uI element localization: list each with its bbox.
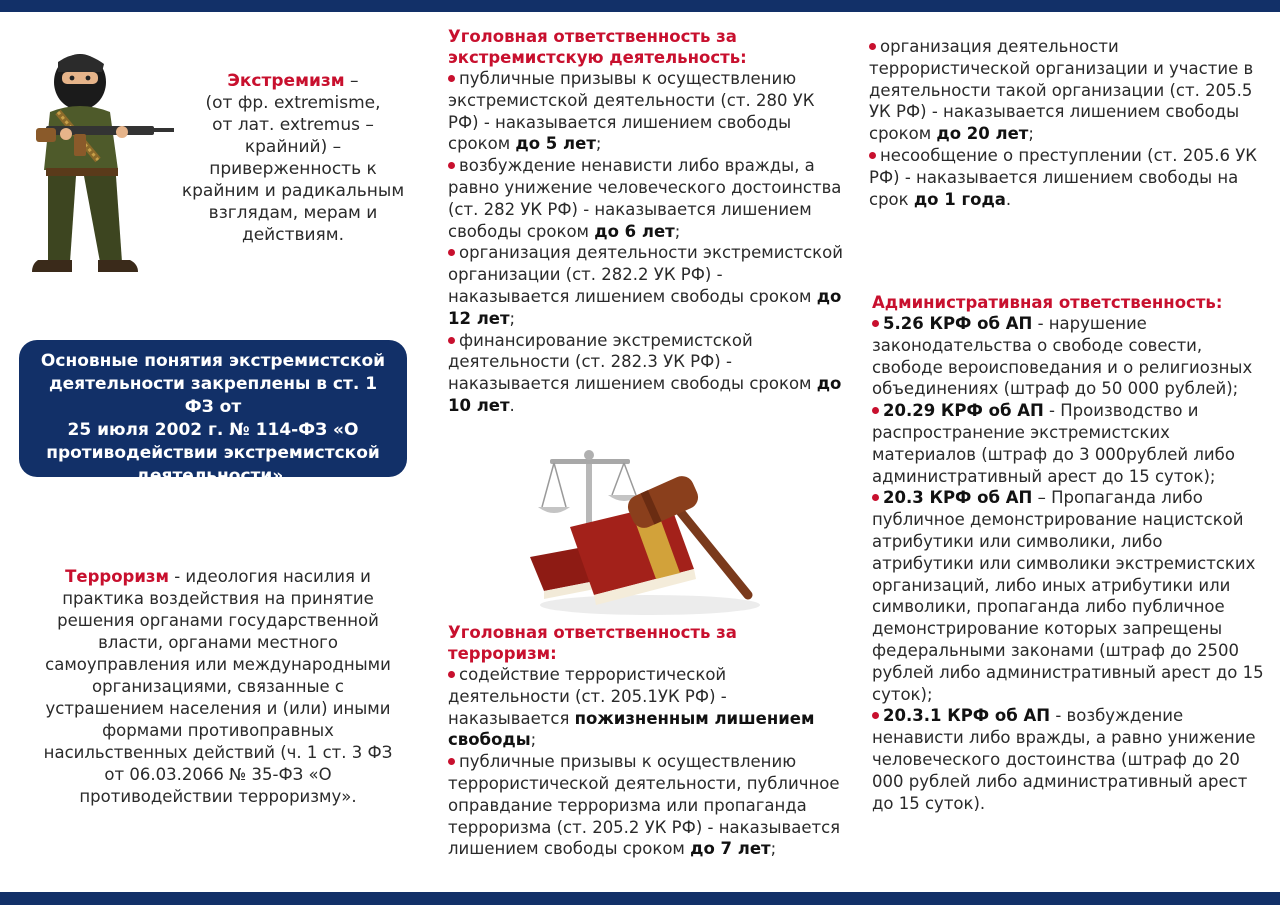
list-item [869, 36, 1269, 145]
terrorism-line: организациями, связанные с [92, 677, 344, 696]
terrorism-line: практика воздействия на принятие [62, 589, 374, 608]
terrorism-line: формами противоправных [102, 721, 334, 740]
item-end: ; [674, 221, 681, 241]
terrorism-line: насильственных действий (ч. 1 ст. 3 ФЗ [43, 743, 393, 762]
criminal-extremism-section [448, 26, 848, 417]
item-text: финансирование экстремистской деятельности (ст. 282.3 УК РФ) - наказывается лишением свободы сроком [448, 330, 817, 394]
item-penalty: до 7 лет [690, 839, 771, 859]
item-code: 20.3.1 КРФ об АП [883, 706, 1051, 726]
item-text: публичные призывы к осуществлению экстремистской деятельности (ст. 280 УК РФ) - наказывается лишением свободы сроком [448, 69, 815, 154]
bullet-icon [448, 75, 455, 82]
item-end: ; [1028, 124, 1034, 144]
item-text: - возбуждение ненависти либо вражды, а равно унижение человеческого достоинства (штраф до 20 000 рублей либо административный арест до 15 суток). [872, 706, 1256, 813]
terrorism-line: самоуправления или международными [45, 655, 391, 674]
list-item [448, 242, 848, 329]
terrorism-line: от 06.03.2066 № 35-ФЗ «О [104, 765, 332, 784]
list-item [448, 751, 848, 860]
item-penalty: до 20 лет [936, 124, 1029, 144]
criminal-terrorism-continued [869, 36, 1269, 210]
concepts-line: деятельности». [136, 466, 290, 486]
criminal-extremism-heading [448, 26, 848, 68]
list-item [448, 155, 848, 242]
item-text: несообщение о преступлении (ст. 205.6 УК РФ) - наказывается лишением свободы на срок [869, 145, 1258, 209]
extremism-dash: – [344, 71, 359, 91]
heading-line: Уголовная ответственность за [448, 623, 737, 642]
criminal-terrorism-heading [448, 622, 848, 664]
concepts-box [19, 340, 407, 486]
scales-and-gavel-illustration [520, 445, 760, 620]
terrorism-first-line-rest: - идеология насилия и [168, 567, 371, 586]
item-end: ; [530, 730, 537, 750]
item-text: содействие террористической деятельности (ст. 205.1УК РФ) - наказывается [448, 665, 727, 728]
bullet-icon [872, 494, 879, 501]
extremism-line: действиям. [241, 225, 345, 245]
concepts-line: противодействии экстремистской [46, 443, 380, 463]
item-text: организация деятельности террористической организации и участие в деятельности такой организации (ст. 205.5 УК РФ) - наказывается лишением свободы сроком [869, 37, 1254, 144]
extremism-term: Экстремизм [227, 71, 345, 91]
bullet-icon [448, 671, 455, 678]
extremism-line: приверженность к [209, 159, 377, 179]
extremism-line: крайний) – [244, 137, 342, 157]
item-text: - нарушение законодательства о свободе совести, свободе вероисповедания и о религиозных объединениях (штраф до 50 000 рублей); [872, 314, 1253, 399]
terrorism-line: власти, органами местного [98, 633, 338, 652]
bullet-icon [869, 43, 876, 50]
item-end: ; [595, 134, 602, 154]
concepts-line: деятельности закреплены в ст. 1 ФЗ от [48, 374, 378, 417]
list-item [448, 664, 848, 751]
extremism-first-line [168, 70, 418, 92]
item-penalty: до 5 лет [515, 134, 596, 154]
administrative-section [872, 292, 1268, 814]
item-end: . [509, 395, 515, 415]
bullet-icon [872, 407, 879, 414]
terrorism-line: устрашением населения и (или) иными [45, 699, 391, 718]
list-item [872, 400, 1268, 487]
item-code: 5.26 КРФ об АП [883, 314, 1033, 333]
list-item [872, 705, 1268, 814]
concepts-line: Основные понятия экстремистской [40, 351, 386, 371]
bullet-icon [448, 162, 455, 169]
terrorism-definition [28, 566, 408, 808]
item-end: ; [509, 308, 516, 328]
extremism-line: взглядам, мерам и [208, 203, 378, 223]
item-text: – Пропаганда либо публичное демонстрирование нацистской атрибутики или символики, либо атрибутики или символики экстремистских организаций, либо иных атрибутики или символики, пропаганда либо публичное демонстрирование которых запрещены федеральными законами (штраф до 2500 рублей либо административный арест до 15 суток); [872, 488, 1264, 704]
list-item [872, 487, 1268, 705]
extremism-line: (от фр. extremisme, [205, 93, 381, 113]
heading-line: терроризм: [448, 644, 557, 663]
top-band [0, 0, 1280, 12]
bullet-icon [869, 152, 876, 159]
item-text: - Производство и распространение экстремистских материалов (штраф до 3 000рублей либо административный арест до 15 суток); [872, 401, 1235, 486]
item-text: публичные призывы к осуществлению террористической деятельности, публичное оправдание терроризма или пропаганда терроризма (ст. 205.2 УК РФ) - наказывается лишением свободы сроком [448, 752, 841, 859]
extremism-definition [168, 70, 418, 246]
bullet-icon [448, 758, 455, 765]
list-item [869, 145, 1269, 210]
item-penalty: до 10 лет [448, 374, 842, 415]
administrative-heading: Административная ответственность: [872, 293, 1223, 312]
bullet-icon [872, 712, 879, 719]
list-item [872, 313, 1268, 400]
terrorism-first-line [28, 566, 408, 588]
bottom-band [0, 892, 1280, 905]
item-text: организация деятельности экстремистской организации (ст. 282.2 УК РФ) - наказывается лишением свободы сроком [448, 243, 843, 306]
item-penalty: до 12 лет [448, 286, 842, 328]
item-end: ; [770, 839, 777, 859]
item-penalty: до 1 года [913, 189, 1006, 209]
extremism-line: крайним и радикальным [181, 181, 405, 201]
bullet-icon [448, 249, 455, 256]
list-item [448, 330, 848, 417]
item-code: 20.29 КРФ об АП [883, 401, 1044, 421]
criminal-terrorism-section [448, 622, 848, 860]
concepts-line: 25 июля 2002 г. № 114-ФЗ «О [67, 420, 359, 440]
heading-line: Уголовная ответственность за [448, 27, 737, 46]
terrorism-line: противодействии терроризму». [79, 787, 357, 806]
item-code: 20.3 КРФ об АП [883, 488, 1033, 508]
list-item [448, 68, 848, 155]
bullet-icon [872, 320, 879, 327]
heading-line: экстремистскую деятельность: [448, 48, 747, 67]
extremism-line: от лат. extremus – [212, 115, 374, 135]
terrorism-line: решения органами государственной [57, 611, 379, 630]
bullet-icon [448, 337, 455, 344]
item-penalty: пожизненным лишением свободы [448, 708, 815, 750]
item-penalty: до 6 лет [594, 221, 675, 241]
terrorism-term: Терроризм [65, 567, 169, 586]
terrorist-illustration [18, 50, 188, 280]
item-text: возбуждение ненависти либо вражды, а равно унижение человеческого достоинства (ст. 282 УК РФ) - наказывается лишением свободы сроком [448, 156, 842, 241]
item-end: . [1005, 189, 1012, 209]
